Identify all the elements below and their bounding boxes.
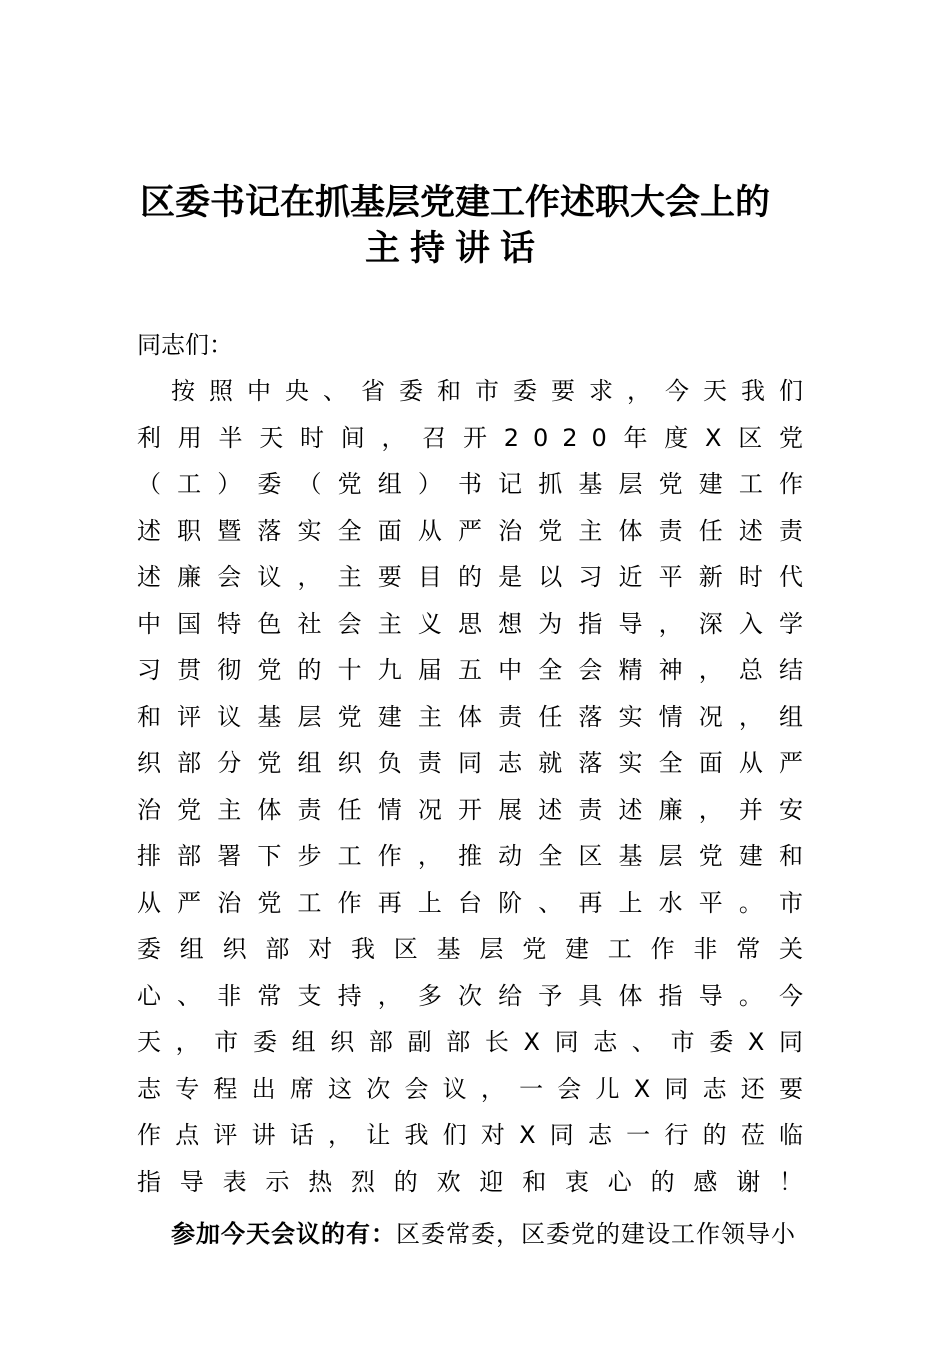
attendees-text: 区委常委，区委党的建设工作领导小: [396, 1220, 796, 1248]
document-title: [120, 180, 790, 272]
paragraph-attendees: [137, 1211, 817, 1257]
paragraph-opening: 按照中央、省委和市委要求，今天我们利用半天时间，召开2020年度X区党（工）委（党组）书记抓基层党建工作述职暨落实全面从严治党主体责任述责述廉会议，主要目的是以习近平新时代中国特色社会主义思想为指导，深入学习贯彻党的十九届五中全会精神，总结和评议基层党建主体责任落实情况，组织部分党组织负责同志就落实全面从严治党主体责任情况开展述责述廉，并安排部署下步工作，推动全区基层党建和从严治党工作再上台阶、再上水平。市委组织部对我区基层党建工作非常关心、非常支持，多次给予具体指导。今天，市委组织部副部长X同志、市委X同志专程出席这次会议，一会儿X同志还要作点评讲话，让我们对X同志一行的莅临指导表示热烈的欢迎和衷心的感谢！: [137, 377, 817, 1196]
attendees-lead: 参加今天会议的有：: [171, 1220, 396, 1248]
title-line-1: 区委书记在抓基层党建工作述职大会上的: [139, 182, 770, 223]
document-body: [137, 322, 817, 1257]
title-line-2: 主持讲话: [364, 228, 545, 269]
salutation: 同志们：: [137, 331, 233, 359]
